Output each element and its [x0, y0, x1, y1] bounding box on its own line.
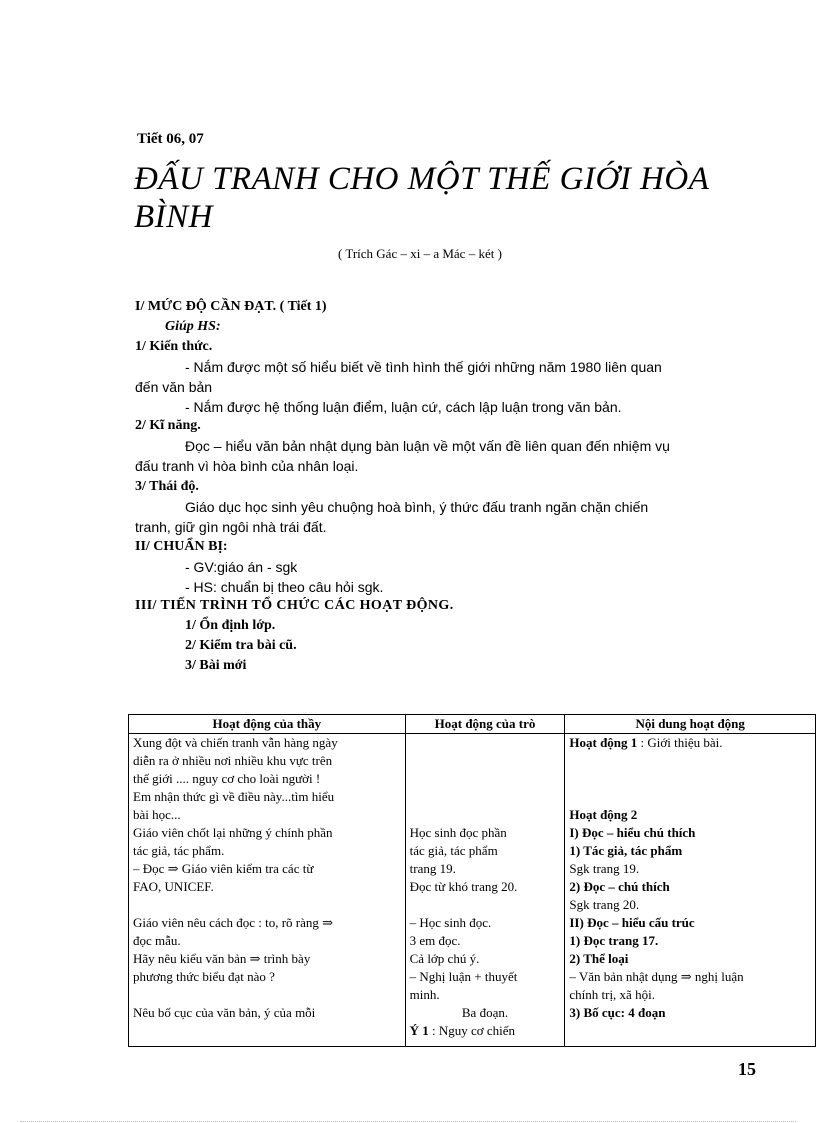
spacer [410, 734, 561, 824]
cell-line: – Văn bản nhật dụng ⇒ nghị luận [569, 969, 744, 984]
cell-line: Nêu bố cục của văn bản, ý của mỗi [133, 1005, 316, 1020]
skills-heading: 2/ Kĩ năng. [135, 418, 201, 433]
prep-hs: - HS: chuẩn bị theo câu hỏi sgk. [185, 579, 384, 595]
bottom-divider [20, 1121, 796, 1122]
cell-line: Ba đoạn. [461, 1005, 509, 1020]
cell-line [410, 1022, 561, 1040]
header-student: Hoạt động của trò [405, 715, 565, 734]
cell-line: 1) Tác giả, tác phẩm [569, 843, 683, 858]
skills-line: Đọc – hiểu văn bản nhật dụng bàn luận về một vấn đề liên quan đến nhiệm vụ [185, 438, 670, 454]
activity-table [128, 714, 816, 1047]
cell-line: Hãy nêu kiểu văn bản ⇒ trình bày [133, 951, 311, 966]
cell-line: Cả lớp chú ý. [409, 951, 480, 966]
excerpt-source: ( Trích Gác – xi – a Mác – két ) [338, 246, 502, 261]
cell-line: I) Đọc – hiểu chú thích [569, 825, 696, 840]
idea-label: Ý 1 [409, 1023, 429, 1038]
cell-line: thế giới .... nguy cơ cho loài người ! [133, 771, 321, 786]
cell-line: Giáo viên chốt lại những ý chính phần [133, 825, 333, 840]
cell-line: 3) Bố cục: 4 đoạn [569, 1005, 666, 1020]
spacer [133, 896, 401, 914]
cell-line: 2) Thể loại [569, 951, 629, 966]
teacher-activity-cell [129, 734, 406, 1047]
cell-line: – Học sinh đọc. [409, 915, 492, 930]
cell-line: đọc mẫu. [133, 933, 181, 948]
spacer [133, 986, 401, 1004]
cell-line: Xung đột và chiến tranh vẫn hàng ngày [133, 735, 338, 750]
cell-line: Sgk trang 20. [569, 897, 640, 912]
cell-line: chính trị, xã hội. [569, 987, 655, 1002]
section-3-heading: III/ TIẾN TRÌNH TỔ CHỨC CÁC HOẠT ĐỘNG. [135, 598, 454, 613]
activity-1-label: Hoạt động 1 [569, 735, 638, 750]
knowledge-line: - Nắm được một số hiểu biết về tình hình thế giới những năm 1980 liên quan [185, 359, 662, 375]
knowledge-line: - Nắm được hệ thống luận điểm, luận cứ, cách lập luận trong văn bản. [185, 399, 622, 415]
cell-line: 2) Đọc – chú thích [569, 879, 670, 894]
knowledge-line: đến văn bản [135, 379, 213, 395]
cell-line: FAO, UNICEF. [133, 879, 214, 894]
step-1: 1/ Ổn định lớp. [185, 618, 276, 633]
section-1-heading: I/ MỨC ĐỘ CẦN ĐẠT. ( Tiết 1) [135, 299, 327, 314]
cell-line: – Nghị luận + thuyết [409, 969, 518, 984]
cell-line: Hoạt động 2 [569, 807, 638, 822]
cell-line: Sgk trang 19. [569, 861, 640, 876]
cell-line: Đọc từ khó trang 20. [409, 879, 518, 894]
student-activity-cell [405, 734, 565, 1047]
spacer [410, 896, 561, 914]
attitude-line: Giáo dục học sinh yêu chuộng hoà bình, ý thức đấu tranh ngăn chặn chiến [185, 499, 649, 515]
cell-line: tác giả, tác phẩm [409, 843, 498, 858]
table-header-row [129, 715, 816, 734]
prep-gv: - GV:giáo án - sgk [185, 559, 298, 575]
section-1-intro: Giúp HS: [165, 319, 221, 334]
activity-1-text: : Giới thiệu bài. [640, 735, 723, 750]
cell-line: 3 em đọc. [409, 933, 461, 948]
cell-line: bài học... [133, 807, 181, 822]
content-cell [565, 734, 816, 1047]
page-number: 15 [738, 1059, 756, 1079]
idea-text: : Nguy cơ chiến [432, 1023, 516, 1038]
header-teacher: Hoạt động của thầy [129, 715, 406, 734]
step-3: 3/ Bài mới [185, 658, 247, 673]
table-row [129, 734, 816, 1047]
cell-line: minh. [409, 987, 440, 1002]
cell-line: Em nhận thức gì về điều này...tìm hiểu [133, 789, 335, 804]
step-2: 2/ Kiểm tra bài cũ. [185, 638, 297, 653]
cell-line [569, 734, 811, 752]
lesson-number: Tiết 06, 07 [137, 131, 204, 147]
cell-line: trang 19. [409, 861, 456, 876]
header-content: Nội dung hoạt động [565, 715, 816, 734]
knowledge-heading: 1/ Kiến thức. [135, 339, 213, 354]
attitude-heading: 3/ Thái độ. [135, 479, 199, 494]
cell-line: tác giả, tác phẩm. [133, 843, 225, 858]
attitude-line: tranh, giữ gìn ngôi nhà trái đất. [135, 519, 327, 535]
cell-line: 1) Đọc trang 17. [569, 933, 659, 948]
cell-line: II) Đọc – hiểu cấu trúc [569, 915, 695, 930]
cell-line: Giáo viên nêu cách đọc : to, rõ ràng ⇒ [133, 915, 334, 930]
cell-line: Học sinh đọc phần [409, 825, 507, 840]
skills-line: đấu tranh vì hòa bình của nhân loại. [135, 458, 359, 474]
spacer [569, 752, 811, 806]
cell-line: – Đọc ⇒ Giáo viên kiểm tra các từ [133, 861, 314, 876]
cell-line: phương thức biểu đạt nào ? [133, 969, 275, 984]
cell-line: diễn ra ở nhiều nơi nhiều khu vực trên [133, 753, 333, 768]
section-2-heading: II/ CHUẨN BỊ: [135, 539, 228, 554]
document-title: ĐẤU TRANH CHO MỘT THẾ GIỚI HÒA BÌNH [134, 161, 709, 235]
